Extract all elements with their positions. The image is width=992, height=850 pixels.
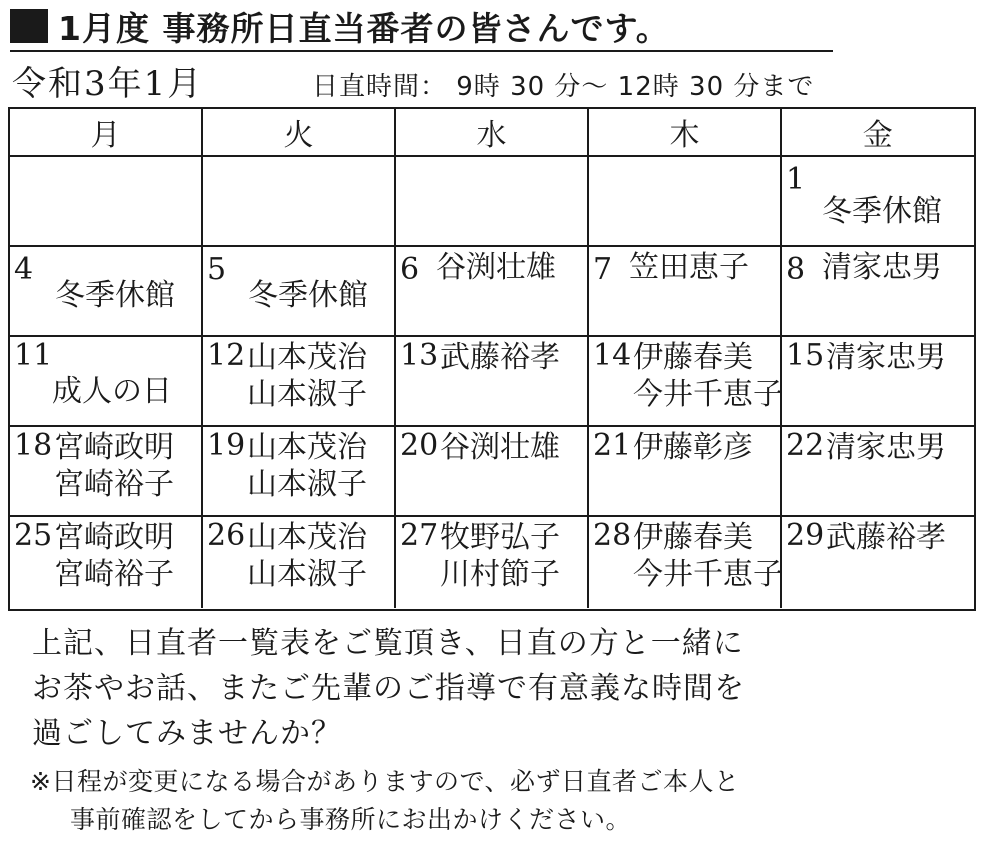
duty-person-name: 宮崎裕子	[54, 557, 174, 592]
month-label: 令和3年1月	[12, 64, 204, 104]
day-number: 14	[593, 338, 632, 373]
duty-person-name: 武藤裕孝	[826, 520, 946, 555]
message-line-2: お茶やお話、またご先輩のご指導で有意義な時間を	[32, 671, 745, 706]
duty-person-name: 成人の日	[52, 374, 172, 409]
duty-person-name: 清家忠男	[822, 250, 942, 285]
duty-person-name: 笠田恵子	[629, 250, 749, 285]
day-number: 4	[14, 252, 34, 287]
day-cell	[203, 157, 396, 247]
day-cell	[396, 427, 589, 517]
title-text: 1月度 事務所日直当番者の皆さんです。	[58, 8, 670, 48]
title	[10, 4, 670, 48]
duty-person-name: 山本茂治	[247, 430, 367, 465]
day-number: 13	[400, 338, 439, 373]
duty-person-name: 川村節子	[440, 557, 560, 592]
day-number: 12	[207, 338, 246, 373]
duty-person-name: 今井千恵子	[633, 557, 783, 592]
duty-person-name: 伊藤彰彦	[633, 430, 753, 465]
day-cell	[782, 247, 974, 337]
day-number: 11	[14, 338, 53, 373]
duty-person-name: 武藤裕孝	[440, 340, 560, 375]
duty-person-name: 宮崎政明	[54, 430, 174, 465]
day-cell	[782, 517, 974, 608]
day-number: 1	[786, 162, 806, 197]
title-underline	[10, 50, 833, 52]
day-cell	[203, 517, 396, 608]
duty-person-name: 冬季休館	[248, 278, 368, 313]
duty-person-name: 山本淑子	[247, 467, 367, 502]
duty-person-name: 谷渕壮雄	[440, 430, 560, 465]
day-cell	[782, 337, 974, 427]
duty-person-name: 冬季休館	[55, 278, 175, 313]
duty-person-name: 冬季休館	[822, 194, 942, 229]
day-number: 5	[207, 252, 227, 287]
duty-person-name: 宮崎政明	[54, 520, 174, 555]
day-cell	[589, 157, 782, 247]
day-cell	[589, 517, 782, 608]
duty-hours: 日直時間： 9時 30 分～ 12時 30 分まで	[312, 72, 815, 102]
day-number: 18	[14, 428, 53, 463]
message-line-3: 過ごしてみませんか？	[32, 716, 342, 751]
day-cell	[589, 427, 782, 517]
day-number: 8	[786, 252, 806, 287]
day-number: 27	[400, 518, 439, 553]
day-cell	[782, 427, 974, 517]
notice-line-2: 事前確認をしてから事務所にお出かけください。	[70, 805, 632, 834]
day-cell	[203, 247, 396, 337]
weekday-header: 月	[10, 109, 203, 157]
day-cell	[589, 337, 782, 427]
day-number: 20	[400, 428, 439, 463]
duty-person-name: 山本茂治	[247, 340, 367, 375]
weekday-header: 金	[782, 109, 974, 157]
day-cell	[203, 337, 396, 427]
day-number: 15	[786, 338, 825, 373]
message-line-1: 上記、日直者一覧表をご覧頂き、日直の方と一緒に	[32, 626, 744, 661]
weekday-header: 火	[203, 109, 396, 157]
black-square-icon	[10, 9, 48, 43]
day-cell	[589, 247, 782, 337]
day-cell	[396, 337, 589, 427]
day-cell	[10, 247, 203, 337]
weekday-header: 水	[396, 109, 589, 157]
duty-person-name: 伊藤春美	[633, 520, 753, 555]
day-cell	[396, 517, 589, 608]
day-number: 29	[786, 518, 825, 553]
day-cell	[203, 427, 396, 517]
day-cell	[396, 247, 589, 337]
duty-person-name: 山本淑子	[247, 557, 367, 592]
day-number: 26	[207, 518, 246, 553]
day-cell	[396, 157, 589, 247]
day-cell	[10, 337, 203, 427]
notice-line-1: ※日程が変更になる場合がありますので、必ず日直者ご本人と	[30, 767, 740, 796]
duty-person-name: 山本茂治	[247, 520, 367, 555]
duty-calendar	[8, 107, 976, 611]
day-cell	[10, 427, 203, 517]
day-number: 25	[14, 518, 53, 553]
duty-person-name: 牧野弘子	[440, 520, 560, 555]
day-number: 7	[593, 252, 613, 287]
weekday-header: 木	[589, 109, 782, 157]
duty-person-name: 宮崎裕子	[54, 467, 174, 502]
day-number: 19	[207, 428, 246, 463]
duty-person-name: 伊藤春美	[633, 340, 753, 375]
day-cell	[782, 157, 974, 247]
day-cell	[10, 157, 203, 247]
duty-person-name: 清家忠男	[826, 340, 946, 375]
day-number: 28	[593, 518, 632, 553]
duty-person-name: 今井千恵子	[633, 377, 783, 412]
duty-person-name: 谷渕壮雄	[436, 250, 556, 285]
duty-person-name: 清家忠男	[826, 430, 946, 465]
day-number: 21	[593, 428, 632, 463]
day-number: 6	[400, 252, 420, 287]
day-number: 22	[786, 428, 825, 463]
day-cell	[10, 517, 203, 608]
duty-person-name: 山本淑子	[247, 377, 367, 412]
